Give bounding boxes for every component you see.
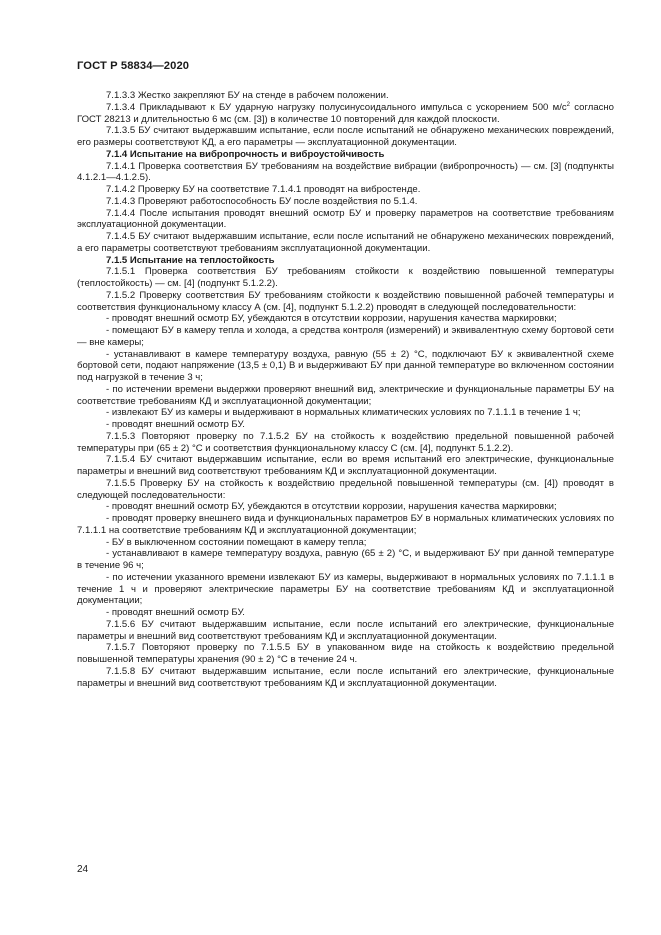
paragraph: 7.1.4.2 Проверку БУ на соответствие 7.1.4.1 проводят на вибростенде. [106, 184, 421, 195]
paragraph: - БУ в выключенном состоянии помещают в камеру тепла; [106, 536, 367, 548]
paragraph: 7.1.4.1 Проверка соответствия БУ требованиям на воздействие вибрации (вибропрочность) — см. [3] (подпункты 4.1.2.1—4.1.2.5). [77, 160, 614, 184]
paragraph: - по истечении времени выдержки проверяют внешний вид, электрические и функциональные параметры БУ на соответствие требованиям КД и эксплуатационной документации; [77, 383, 614, 407]
paragraph: 7.1.5.8 БУ считают выдержавшим испытание, если после испытаний его электрические, функциональные параметры и внешний вид соответствуют требованиям КД и эксплуатационной документации. [77, 665, 614, 689]
paragraph: - помещают БУ в камеру тепла и холода, а средства контроля (измерений) и эквивалентную схему бортовой сети — вне камеры; [77, 325, 614, 348]
paragraph: 7.1.4.4 После испытания проводят внешний осмотр БУ и проверку параметров на соответствие требованиям эксплуатационной документации. [77, 207, 614, 231]
superscript: 2 [566, 101, 570, 108]
paragraph: - устанавливают в камере температуру воздуха, равную (55 ± 2) °С, подключают БУ к эквивалентной схеме бортовой сети, подают напряжение (13,5 ± 0,1) В и выдерживают БУ при данной температуре во включенном состоянии под нагрузкой в течение 3 ч; [77, 348, 614, 383]
section-heading: 7.1.4 Испытание на вибропрочность и виброустойчивость [106, 148, 385, 160]
paragraph: 7.1.5.1 Проверка соответствия БУ требованиям стойкости к воздействию повышенной температуры (теплостойкость) — см. [4] (подпункт 5.1.2.2). [77, 266, 614, 289]
paragraph [77, 102, 614, 126]
document-body [77, 90, 614, 689]
paragraph: - проводят внешний осмотр БУ. [106, 607, 245, 618]
paragraph: - проводят внешний осмотр БУ. [106, 419, 245, 430]
paragraph-text: 7.1.3.4 Прикладывают к БУ ударную нагрузку полусинусоидального импульса с ускорением 500 м/с [106, 101, 567, 113]
page-number: 24 [77, 864, 89, 875]
paragraph: 7.1.5.5 Проверку БУ на стойкость к воздействию предельной повышенной температуры (см. [4]) проводят в следующей последовательности: [77, 477, 614, 501]
paragraph: - проводят внешний осмотр БУ, убеждаются в отсутствии коррозии, нарушения качества маркировки; [106, 501, 557, 513]
paragraph: - по истечении указанного времени извлекают БУ из камеры, выдерживают в нормальных условиях по 7.1.1.1 в течение 1 ч и проверяют электрические параметры БУ на соответствие требованиям КД и эксплуатационной документации; [77, 571, 614, 607]
paragraph: 7.1.3.5 БУ считают выдержавшим испытание, если после испытаний не обнаружено механических повреждений, его размеры соответствуют КД, а его параметры — эксплуатационной документации. [77, 125, 614, 148]
paragraph: - проводят проверку внешнего вида и функциональных параметров БУ в нормальных климатических условиях по 7.1.1.1 на соответствие требованиям КД и эксплуатационной документации; [77, 513, 614, 536]
paragraph: - устанавливают в камере температуру воздуха, равную (65 ± 2) °С, и выдерживают БУ при данной температуре в течение 96 ч; [77, 548, 614, 571]
paragraph: 7.1.3.3 Жестко закрепляют БУ на стенде в рабочем положении. [106, 90, 389, 101]
paragraph: 7.1.5.2 Проверку соответствия БУ требованиям стойкости к воздействию повышенной рабочей температуры и соответствия функциональному классу А (см. [4], подпункт 5.1.2.2) проводят в следующей последовательности: [77, 289, 614, 313]
paragraph: 7.1.5.7 Повторяют проверку по 7.1.5.5 БУ в упакованном виде на стойкость к воздействию предельной повышенной температуры хранения (90 ± 2) °С в течение 24 ч. [77, 642, 614, 665]
paragraph: 7.1.4.5 БУ считают выдержавшим испытание, если после испытаний не обнаружено механических повреждений, а его параметры соответствуют требованиям эксплуатационной документации. [77, 231, 614, 254]
paragraph-text: согласно ГОСТ 28213 и длительностью 6 мс (см. [3]) в количестве 10 повторений для каждой плоскости. [77, 101, 614, 125]
paragraph: 7.1.4.3 Проверяют работоспособность БУ после воздействия по 5.1.4. [106, 195, 418, 207]
document-header: ГОСТ Р 58834—2020 [77, 60, 190, 72]
section-heading: 7.1.5 Испытание на теплостойкость [106, 254, 275, 266]
paragraph: - проводят внешний осмотр БУ, убеждаются в отсутствии коррозии, нарушения качества маркировки; [106, 313, 557, 325]
paragraph: 7.1.5.6 БУ считают выдержавшим испытание, если после испытаний его электрические, функциональные параметры и внешний вид соответствуют требованиям КД и эксплуатационной документации. [77, 618, 614, 642]
paragraph: 7.1.5.4 БУ считают выдержавшим испытание, если во время испытаний его электрические, функциональные параметры и внешний вид соответствуют требованиям КД и эксплуатационной документации. [77, 454, 614, 477]
paragraph: - извлекают БУ из камеры и выдерживают в нормальных климатических условиях по 7.1.1.1 в течение 1 ч; [106, 407, 581, 419]
paragraph: 7.1.5.3 Повторяют проверку по 7.1.5.2 БУ на стойкость к воздействию предельной повышенной рабочей температуры при (65 ± 2) °С и соответствия функциональному классу С (см. [4], подпункт 5.1.2.2). [77, 430, 614, 454]
